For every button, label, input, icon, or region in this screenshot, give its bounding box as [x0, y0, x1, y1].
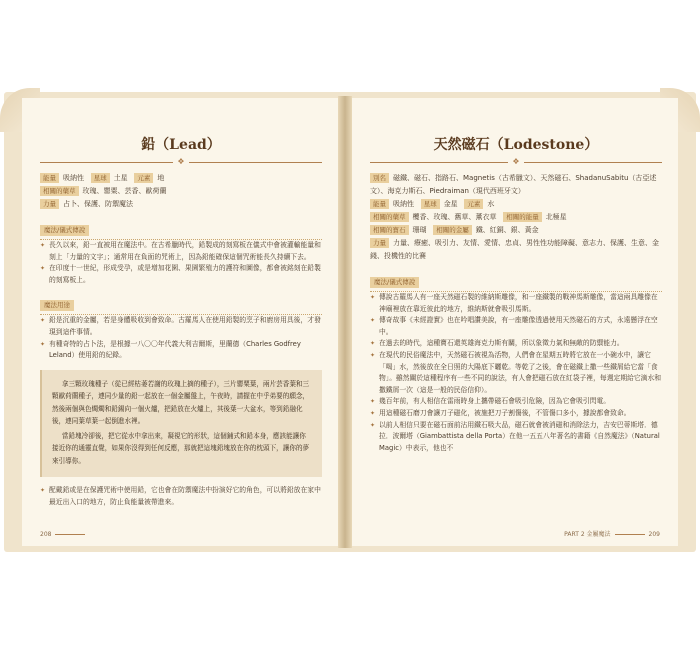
- list-item: ✦ 以前人相信只要在磁石面前沾用鐵石吸大品，磁石就會被消磁和消除法力，吉安巴蒂斯塔．德拉．波爾塔（Giambattista della Porta）在他一五五八年著名的書籍《自然魔法》（Natural Magic）中表示，他也不: [370, 420, 662, 455]
- meta-value: 占卜、保護、防禦魔法: [63, 200, 133, 208]
- left-meta: [40, 172, 322, 211]
- meta-value: 金星: [443, 200, 458, 208]
- meta-row: [370, 237, 662, 263]
- meta-row: [40, 185, 322, 198]
- left-page-title: 鉛（Lead）: [141, 137, 221, 153]
- meta-value: 吸納性: [63, 174, 84, 182]
- meta-row: [370, 211, 662, 224]
- right-page: [352, 98, 678, 546]
- meta-value: 力量、療癒、吸引力、友情、愛情、忠貞、男性性功能障礙、意志力、保護、生意、金錢、投機性的比賽: [370, 239, 659, 260]
- meta-label: 相關的能量: [503, 212, 542, 222]
- bullet-list: [370, 292, 662, 454]
- list-item: ✦ 有種奇特的占卜法，是根據一八〇〇年代義大利吉爾斯，里蘭德（Charles Godfrey Leland）使用鉛的紀錄。: [40, 339, 322, 362]
- right-meta: [370, 172, 662, 263]
- meta-value: 磁鐵、磁石、指路石、Magnetis（古希臘文）、天然磁石、ShadanuSabitu（古亞述文）、海克力斯石、Piedraiman（現代西班牙文）: [370, 174, 657, 195]
- section-header: [370, 269, 662, 292]
- meta-label: 元素: [464, 199, 483, 209]
- section-label: 魔法用途: [40, 300, 74, 311]
- meta-label: 相關的寶石: [370, 225, 409, 235]
- meta-value: 水: [487, 200, 495, 208]
- list-item: ✦ 在過去的時代，這種寶石還英雄海克力斯有關，所以象徵力氣和無敵的防禦能力。: [370, 338, 662, 350]
- left-page: [22, 98, 338, 546]
- bullet-list: [40, 315, 322, 361]
- meta-value: 鐵、紅銅、銀、黃金: [475, 226, 539, 234]
- meta-label: 星球: [91, 173, 110, 183]
- title-rule: ❖: [370, 158, 662, 166]
- bullet-list: [40, 240, 322, 286]
- meta-row: [370, 198, 662, 211]
- meta-row: [370, 224, 662, 237]
- page-number: 208: [40, 531, 52, 538]
- page-number: 209: [648, 531, 660, 538]
- running-head: PART 2 金屬魔法: [564, 531, 611, 538]
- list-item: ✦ 鉛是沉重的金屬，若是身體吸收到會致命。古羅馬人在使用鉛製的烹子和廚房用具後，才發現到這件事情。: [40, 315, 322, 338]
- meta-label: 能量: [370, 199, 389, 209]
- list-item: ✦ 傳說古羅馬人有一座天然磁石製的維納斯雕像，和一座鐵製的戰神馬斯雕像，當這兩具雕像在神廟裡放在靠近彼此的地方，維納斯就會吸引馬斯。: [370, 292, 662, 315]
- list-item: ✦ 傳奇故事《未經證實》也在吟唱讚美說，有一座雕像透過使用天然磁石的方式，永遠懸浮在空中。: [370, 315, 662, 338]
- meta-label: 元素: [134, 173, 153, 183]
- meta-value: 北極星: [545, 213, 567, 221]
- meta-value: 欖香、玫瑰、舊草、薰衣草: [412, 213, 497, 221]
- meta-row: [370, 172, 662, 198]
- list-item: ✦ 幾百年前，有人相信在雷雨時身上攜帶磁石會吸引危險，因為它會吸引閃電。: [370, 396, 662, 408]
- meta-label: 相關的藥草: [40, 186, 79, 196]
- section-header: [40, 292, 322, 315]
- meta-label: 別名: [370, 173, 389, 183]
- meta-row: [40, 172, 322, 185]
- meta-value: 地: [157, 174, 165, 182]
- right-page-title: 天然磁石（Lodestone）: [433, 137, 599, 153]
- quote-box: [40, 370, 322, 478]
- quote-paragraph: 拿三顆玫瑰種子（從已經枯萎若謝的玫瑰上摘的種子），三片罌粟葉，兩片芸香葉和三顆歐荷蘭種子，連同少量的鉛一起放在一個金屬盤上，午夜時，請握在中乎弟要的願念，然後兩個與色燭燭和鉛錫向一個火爐，把鉛放在火爐上，其後葉一大盆水，等到鉛融化後，連同葉草葉一起倒進水裡。: [52, 379, 310, 426]
- title-rule: ❖: [40, 158, 322, 166]
- meta-row: [40, 198, 322, 211]
- meta-label: 力量: [40, 199, 59, 209]
- list-item: ✦ 在現代的民俗魔法中，天然磁石被視為活物，人們會在星期五時將它放在一小碗水中，讓它「喝」水，然後放在全日照的大陽底下曬乾。等乾了之後，會在磁鐵上撒一些鐵屑給它當「食物」。雖然關於這種程序有一些不同的說法，有人會把磁石放在紅袋子裡，每週定期給它滴水和撒鐵屑一次（這是一般的民俗信仰）。: [370, 350, 662, 396]
- bullet-list: [40, 485, 322, 508]
- meta-label: 相關的金屬: [433, 225, 472, 235]
- book-gutter: [338, 96, 352, 548]
- section-label: 魔法/儀式傳說: [370, 277, 419, 288]
- section-header: [40, 217, 322, 240]
- list-item: ✦ 在印度十一世紀，形成受孕，或是增加花園、果園繁殖力的護符和圖像，都會被銘刻在鉛製的刻寫板上。: [40, 263, 322, 286]
- meta-value: 吸納性: [393, 200, 414, 208]
- list-item: ✦ 用這種磁石磨刀會讓刀子磁化，被施把刀子割傷後，不管傷口多小，據說都會致命。: [370, 408, 662, 420]
- meta-label: 力量: [370, 238, 389, 248]
- page-number-left: [40, 531, 89, 538]
- meta-value: 珊瑚: [412, 226, 427, 234]
- meta-label: 相關的藥草: [370, 212, 409, 222]
- meta-label: 星球: [421, 199, 440, 209]
- meta-value: 玫瑰、罌粟、芸香、歐荷蘭: [82, 187, 167, 195]
- list-item: ✦ 長久以來，鉛一直被用在魔法中。在古希臘時代，鉛製成的刻寫板在儀式中會被灌輸能量和刻上「力量的文字」；通常用在負面的咒術上，因為鉛能確保這個咒術能長久持續下去。: [40, 240, 322, 263]
- meta-label: 能量: [40, 173, 59, 183]
- page-number-right: [564, 529, 660, 538]
- list-item: ✦ 配戴鉛或是在保護咒術中使用鉛，它也會在防禦魔法中扮演好它的角色，可以將鉛放在家中最近出入口的地方，防止負能量被帶進來。: [40, 485, 322, 508]
- quote-paragraph: 當鉛塊冷卻後，把它從水中拿出來，凝視它的形狀，這個鋪式和鉛本身，應該能讓你接近你的通靈直覺，如果你沒得到任何反應，那就把這塊鉛塊放在你的枕頭下，讓你的夢來引導你。: [52, 431, 310, 465]
- meta-value: 土星: [113, 174, 128, 182]
- section-label: 魔法/儀式傳說: [40, 225, 89, 236]
